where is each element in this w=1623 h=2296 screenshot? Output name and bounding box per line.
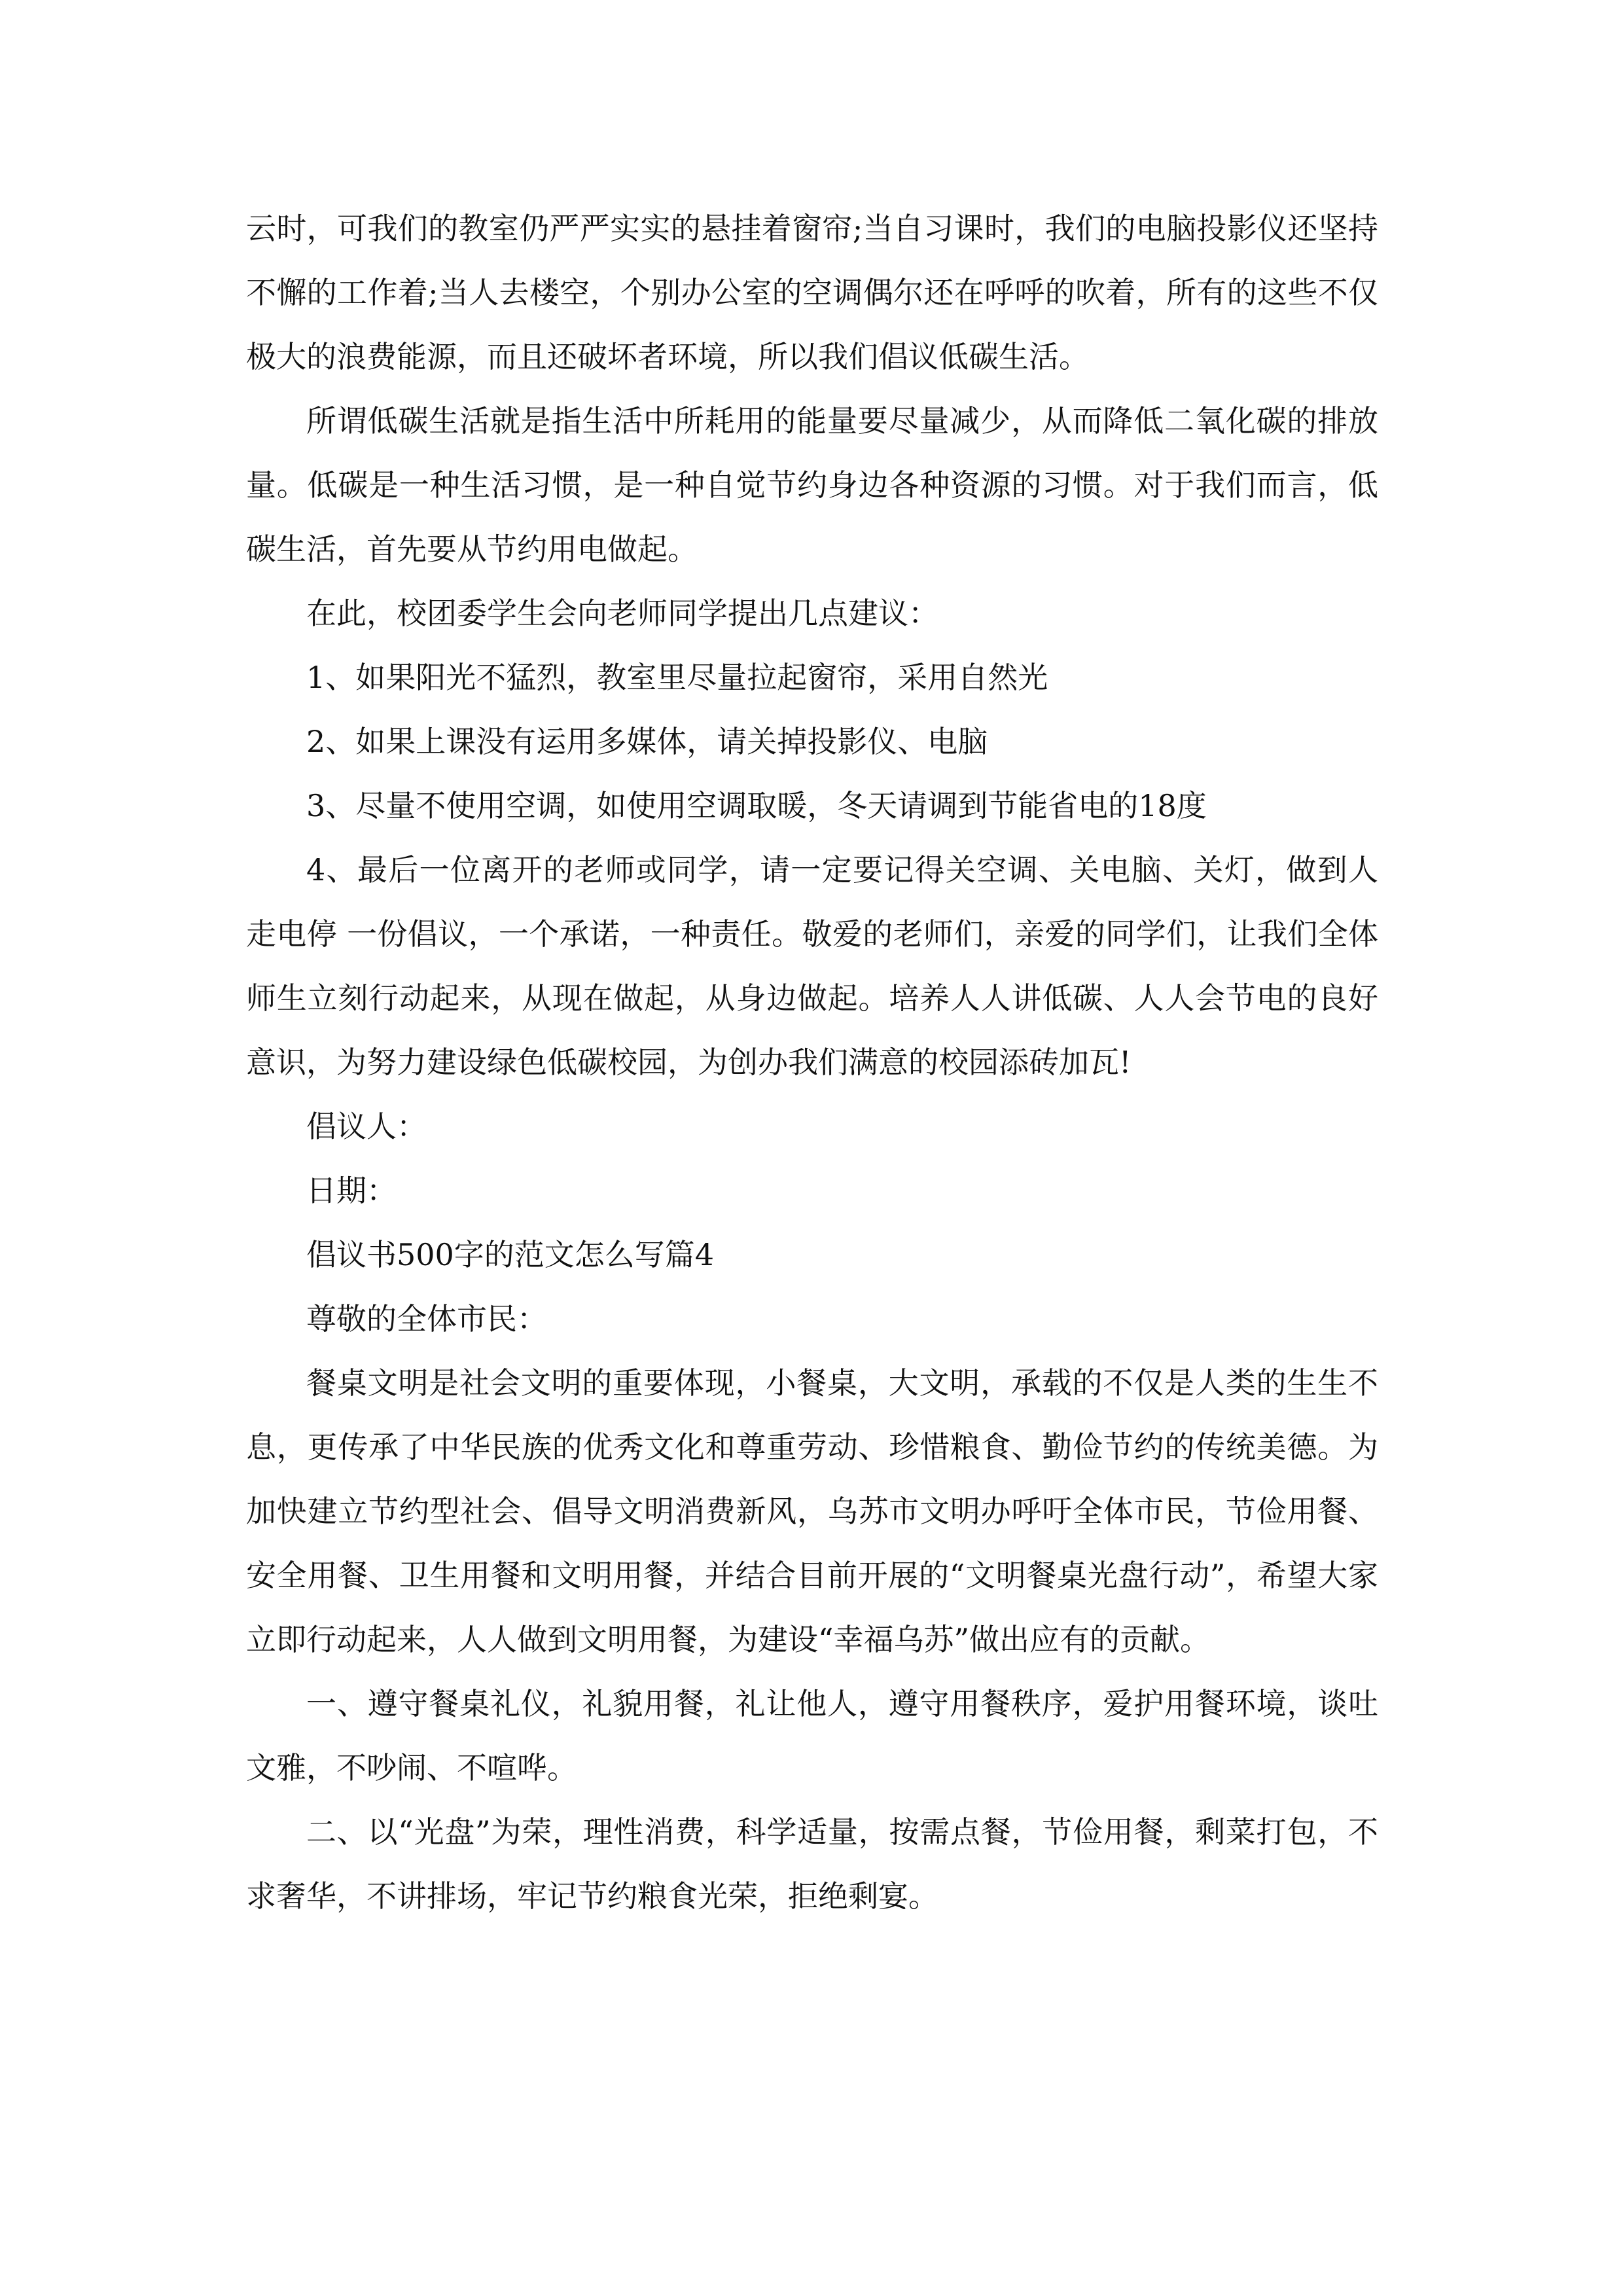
paragraph-point-two: 二、以“光盘”为荣，理性消费，科学适量，按需点餐，节俭用餐，剩菜打包，不求奢华，不讲排场，牢记节约粮食光荣，拒绝剩宴。 [246, 1814, 1378, 1914]
paragraph-suggestions-intro: 在此，校团委学生会向老师同学提出几点建议： [306, 596, 938, 631]
paragraph-low-carbon-definition: 所谓低碳生活就是指生活中所耗用的能量要尽量减少，从而降低二氧化碳的排放量。低碳是一种生活习惯，是一种自觉节约身边各种资源的习惯。对于我们而言，低碳生活，首先要从节约用电做起。 [246, 403, 1378, 567]
document-body [246, 196, 1378, 1928]
salutation: 尊敬的全体市民： [306, 1301, 547, 1336]
signature-date: 日期： [306, 1173, 397, 1208]
signature-proposer: 倡议人： [306, 1109, 427, 1144]
list-item-suggestion-3: 3、尽量不使用空调，如使用空调取暖，冬天请调到节能省电的18度 [306, 788, 1207, 823]
paragraph-continuation: 云时，可我们的教室仍严严实实的悬挂着窗帘;当自习课时，我们的电脑投影仪还坚持不懈的工作着;当人去楼空，个别办公室的空调偶尔还在呼呼的吹着，所有的这些不仅极大的浪费能源，而且还破坏者环境，所以我们倡议低碳生活。 [246, 211, 1378, 374]
paragraph-table-civility: 餐桌文明是社会文明的重要体现，小餐桌，大文明，承载的不仅是人类的生生不息，更传承了中华民族的优秀文化和尊重劳动、珍惜粮食、勤俭节约的传统美德。为加快建立节约型社会、倡导文明消费新风，乌苏市文明办呼吁全体市民，节俭用餐、安全用餐、卫生用餐和文明用餐，并结合目前开展的“文明餐桌光盘行动”，希望大家立即行动起来，人人做到文明用餐，为建设“幸福乌苏”做出应有的贡献。 [246, 1365, 1378, 1657]
list-item-suggestion-1: 1、如果阳光不猛烈，教室里尽量拉起窗帘，采用自然光 [306, 660, 1048, 695]
list-item-suggestion-2: 2、如果上课没有运用多媒体，请关掉投影仪、电脑 [306, 724, 988, 759]
paragraph-point-one: 一、遵守餐桌礼仪，礼貌用餐，礼让他人，遵守用餐秩序，爱护用餐环境，谈吐文雅，不吵闹、不喧哗。 [246, 1686, 1378, 1785]
section-heading: 倡议书500字的范文怎么写篇4 [306, 1237, 715, 1272]
list-item-suggestion-4: 4、最后一位离开的老师或同学，请一定要记得关空调、关电脑、关灯，做到人走电停 一份倡议，一个承诺，一种责任。敬爱的老师们，亲爱的同学们，让我们全体师生立刻行动起来，从现在做起，从身边做起。培养人人讲低碳、人人会节电的良好意识，为努力建设绿色低碳校园，为创办我们满意的校园添砖加瓦! [246, 852, 1378, 1080]
